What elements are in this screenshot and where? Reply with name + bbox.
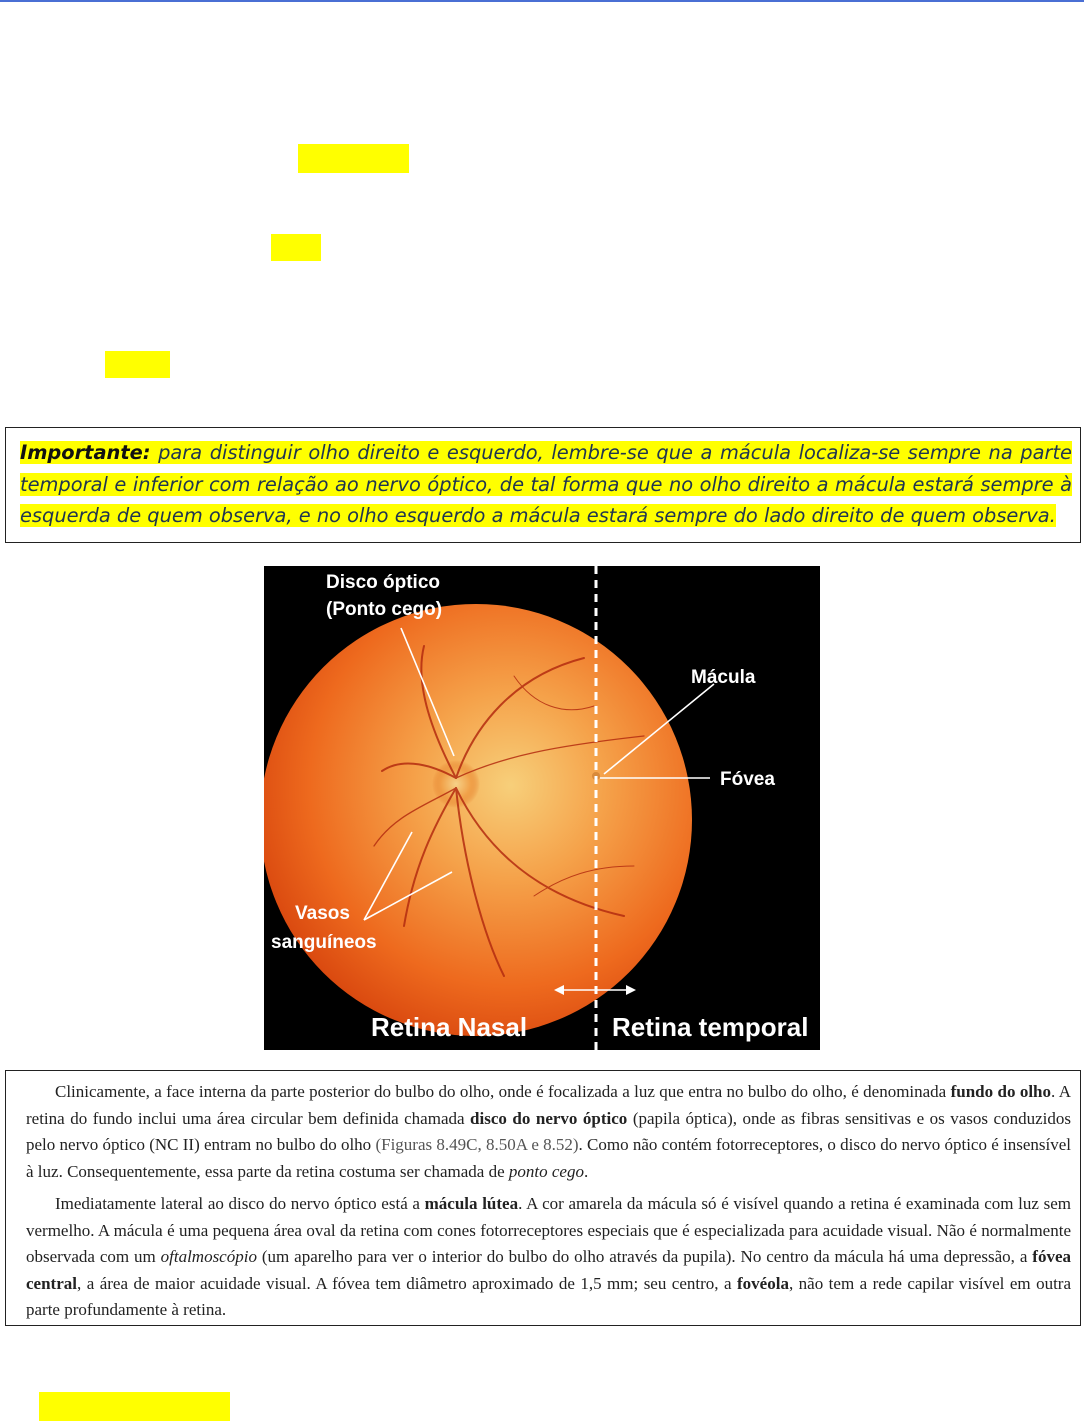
label-disc-line2: (Ponto cego)	[326, 599, 443, 620]
textbook-excerpt-box	[5, 1070, 1081, 1326]
label-retina-nasal: Retina Nasal	[371, 1012, 528, 1042]
optic-disc	[432, 760, 480, 808]
label-vessels-line1: Vasos	[295, 903, 350, 924]
label-fovea: Fóvea	[720, 769, 775, 790]
term-oftalmoscopio: oftalmoscópio	[160, 1247, 257, 1266]
excerpt-paragraph-1: Clinicamente, a face interna da parte posterior do bulbo do olho, onde é focalizada a luz que entra no bulbo do olho, é denominada fundo do olho. A retina do fundo inclui uma área circular bem definida chamada disco do nervo óptico (papila óptica), onde as fibras sensitivas e os vasos conduzidos pelo nervo óptico (NC II) entram no bulbo do olho (Figuras 8.49C, 8.50A e 8.52). Como não contém fotorreceptores, o disco do nervo óptico é insensível à luz. Consequentemente, essa parte da retina costuma ser chamada de ponto cego.	[26, 1082, 1072, 1181]
textbook-excerpt	[26, 1079, 1071, 1330]
important-body: para distinguir olho direito e esquerdo, lembre-se que a mácula localiza-se sempre na parte temporal e inferior com relação ao nervo óptico, de tal forma que no olho direito a mácula estará sempre à esquerda de quem observa, e no olho esquerdo a mácula estará sempre do lado direito de quem observa.	[20, 441, 1072, 527]
arrow-right-head	[626, 985, 636, 995]
retina-fundus-figure	[264, 566, 820, 1050]
excerpt-paragraph-2: Imediatamente lateral ao disco do nervo óptico está a mácula lútea. A cor amarela da mácula só é visível quando a retina é examinada com luz sem vermelho. A mácula é uma pequena área oval da retina com cones fotorreceptores especiais que é especializada para acuidade visual. Não é normalmente observada com um oftalmoscópio (um aparelho para ver o interior do bulbo do olho através da pupila). No centro da mácula há uma depressão, a fóvea central, a área de maior acuidade visual. A fóvea tem diâmetro aproximado de 1,5 mm; seu centro, a fovéola, não tem a rede capilar visível em outra parte profundamente à retina.	[26, 1194, 1072, 1319]
highlight-mark	[298, 144, 409, 173]
term-disco-do-nervo-optico: disco do nervo óptico	[470, 1108, 628, 1128]
highlight-mark	[271, 234, 321, 261]
label-retina-temporal: Retina temporal	[612, 1012, 809, 1042]
important-note-text	[20, 437, 1072, 532]
fundus-diagram	[264, 566, 820, 1050]
term-macula-lutea: mácula lútea	[424, 1194, 519, 1213]
figure-reference: (Figuras 8.49C, 8.50A e 8.52)	[375, 1135, 579, 1154]
term-fundo-do-olho: fundo do olho	[950, 1082, 1052, 1101]
fundus-disc	[264, 604, 692, 1036]
term-ponto-cego: ponto cego	[508, 1161, 584, 1181]
highlight-mark	[39, 1392, 230, 1421]
term-fovea-central: fóvea central	[26, 1247, 1072, 1293]
highlight-mark	[105, 351, 170, 378]
label-macula: Mácula	[691, 667, 756, 688]
term-foveola: fovéola	[737, 1273, 789, 1293]
important-label: Importante:	[20, 441, 151, 464]
top-rule	[0, 0, 1084, 2]
important-note-box	[5, 427, 1081, 543]
label-disc-line1: Disco óptico	[326, 572, 441, 593]
label-vessels-line2: sanguíneos	[271, 932, 377, 953]
